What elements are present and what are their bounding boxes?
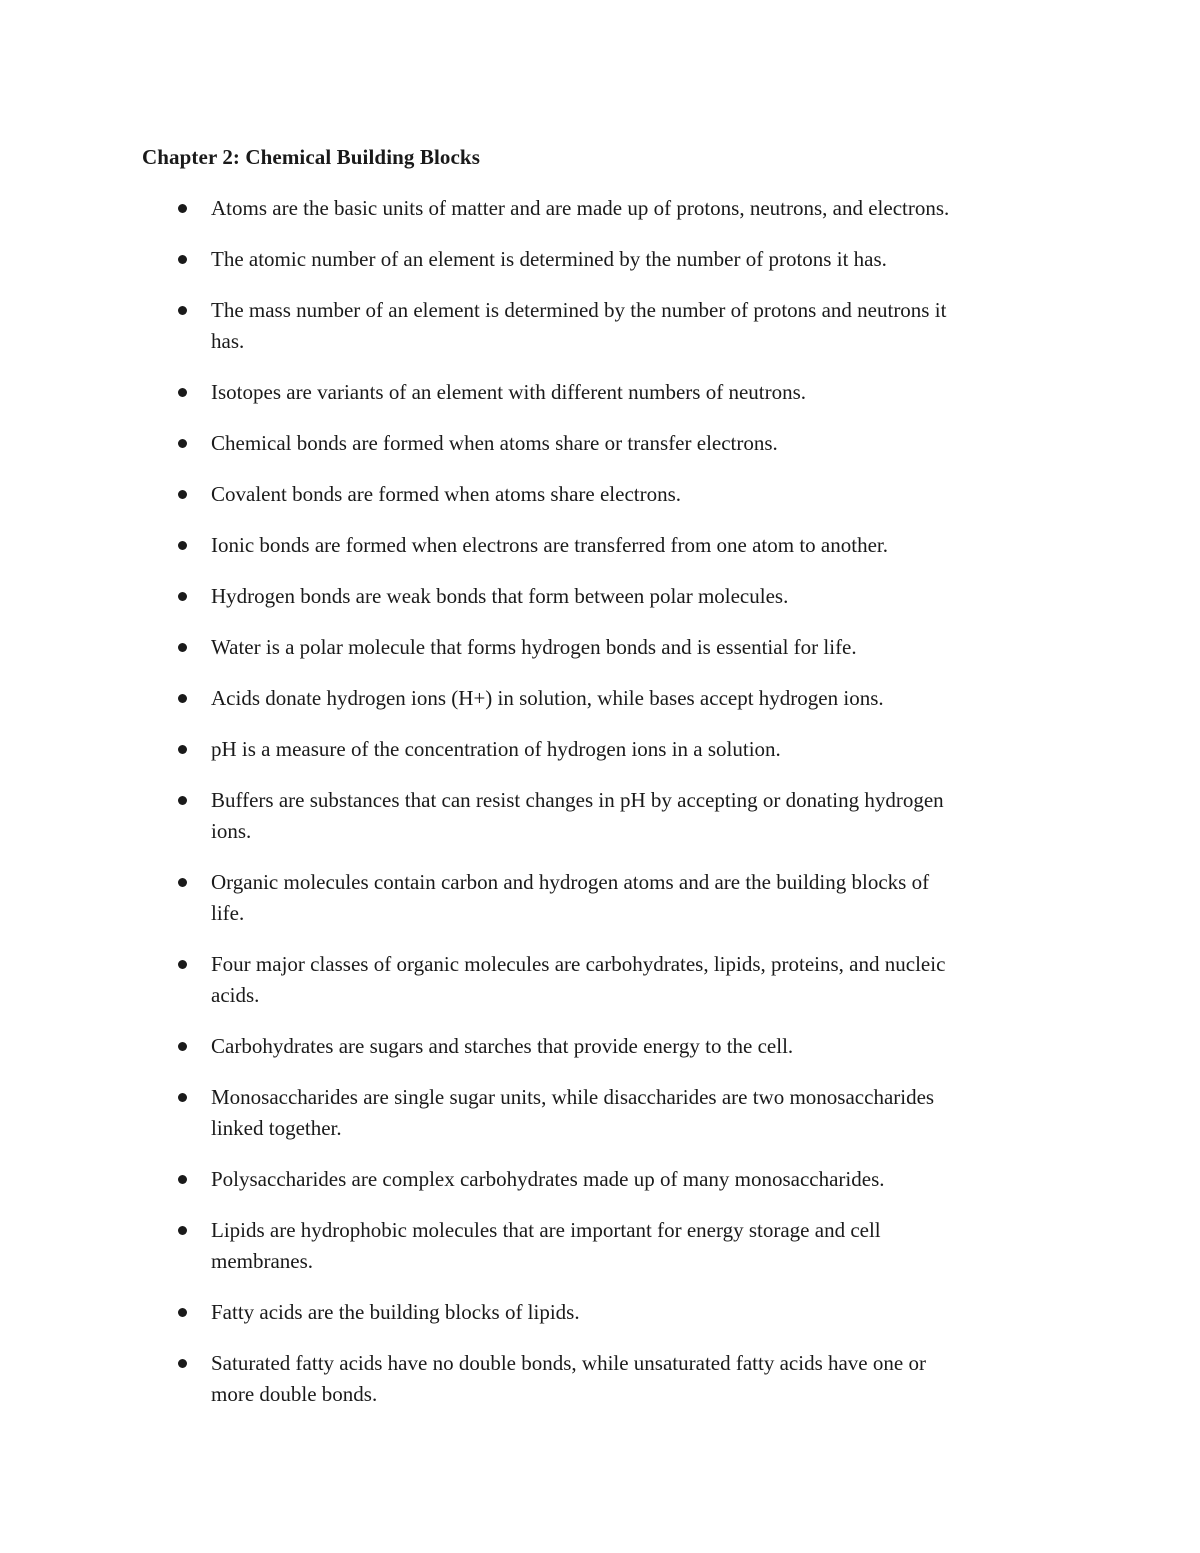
bullet-dot-icon: [178, 643, 187, 652]
bullet-text: Atoms are the basic units of matter and are made up of protons, neutrons, and electrons.: [211, 196, 950, 220]
bullet-text: pH is a measure of the concentration of hydrogen ions in a solution.: [211, 737, 781, 761]
bullet-dot-icon: [178, 878, 187, 887]
bullet-dot-icon: [178, 1042, 187, 1051]
bullet-dot-icon: [178, 255, 187, 264]
bullet-dot-icon: [178, 490, 187, 499]
bullet-text: Buffers are substances that can resist changes in pH by accepting or donating hydrogen ions.: [211, 788, 944, 843]
bullet-dot-icon: [178, 1359, 187, 1368]
bullet-text: Saturated fatty acids have no double bonds, while unsaturated fatty acids have one or more double bonds.: [211, 1351, 926, 1406]
bullet-dot-icon: [178, 796, 187, 805]
bullet-dot-icon: [178, 388, 187, 397]
bullet-dot-icon: [178, 694, 187, 703]
bullet-dot-icon: [178, 439, 187, 448]
bullet-dot-icon: [178, 1175, 187, 1184]
bullet-text: Lipids are hydrophobic molecules that are important for energy storage and cell membranes.: [211, 1218, 881, 1273]
bullet-dot-icon: [178, 1226, 187, 1235]
bullet-dot-icon: [178, 306, 187, 315]
bullet-text: The mass number of an element is determined by the number of protons and neutrons it has.: [211, 298, 947, 353]
bullet-dot-icon: [178, 541, 187, 550]
bullet-dot-icon: [178, 592, 187, 601]
bullet-text: Organic molecules contain carbon and hydrogen atoms and are the building blocks of life.: [211, 870, 930, 925]
bullet-dot-icon: [178, 1093, 187, 1102]
bullet-text: Carbohydrates are sugars and starches that provide energy to the cell.: [211, 1034, 794, 1058]
bullet-text: Water is a polar molecule that forms hydrogen bonds and is essential for life.: [211, 635, 857, 659]
bullet-dot-icon: [178, 745, 187, 754]
bullet-text: Acids donate hydrogen ions (H+) in solution, while bases accept hydrogen ions.: [211, 686, 884, 710]
bullet-text: The atomic number of an element is determined by the number of protons it has.: [211, 247, 887, 271]
bullet-text: Four major classes of organic molecules are carbohydrates, lipids, proteins, and nucleic acids.: [211, 952, 946, 1007]
bullet-dot-icon: [178, 1308, 187, 1317]
bullet-text: Fatty acids are the building blocks of lipids.: [211, 1300, 580, 1324]
bullet-text: Ionic bonds are formed when electrons are transferred from one atom to another.: [211, 533, 888, 557]
bullet-text: Chemical bonds are formed when atoms share or transfer electrons.: [211, 431, 778, 455]
bullet-text: Covalent bonds are formed when atoms share electrons.: [211, 482, 682, 506]
bullet-dot-icon: [178, 960, 187, 969]
bullet-text: Monosaccharides are single sugar units, while disaccharides are two monosaccharides linked together.: [211, 1085, 935, 1140]
bullet-text: Polysaccharides are complex carbohydrates made up of many monosaccharides.: [211, 1167, 885, 1191]
bullet-text: Isotopes are variants of an element with different numbers of neutrons.: [211, 380, 807, 404]
chapter-title: Chapter 2: Chemical Building Blocks: [142, 145, 480, 169]
bullet-text: Hydrogen bonds are weak bonds that form between polar molecules.: [211, 584, 789, 608]
bullet-dot-icon: [178, 204, 187, 213]
